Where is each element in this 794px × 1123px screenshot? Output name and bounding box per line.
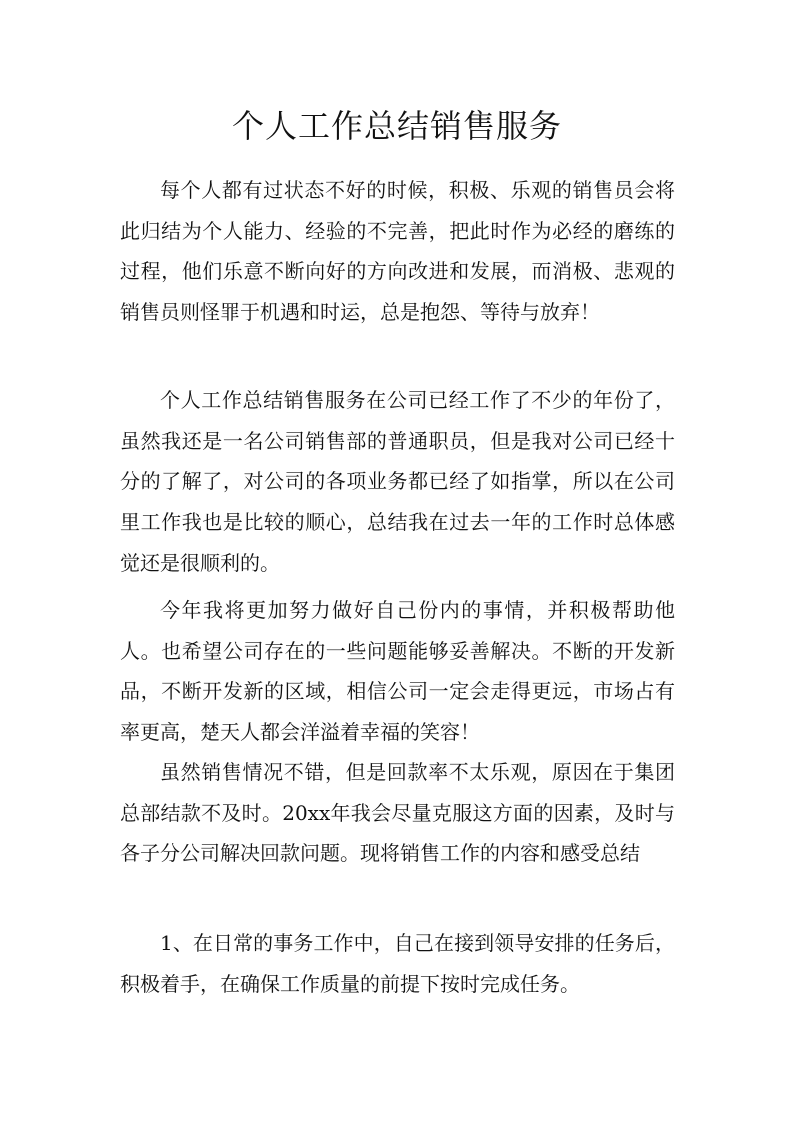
document-title: 个人工作总结销售服务 [231, 107, 562, 145]
paragraph-3: 今年我将更加努力做好自己份内的事情，并积极帮助他人。也希望公司存在的一些问题能够妥善解决。不断的开发新品，不断开发新的区域，相信公司一定会走得更远，市场占有率更高，楚天人都会洋溢着幸福的笑容！ [120, 598, 675, 745]
paragraph-1: 每个人都有过状态不好的时候，积极、乐观的销售员会将此归结为个人能力、经验的不完善，把此时作为必经的磨练的过程，他们乐意不断向好的方向改进和发展，而消极、悲观的销售员则怪罪于机遇和时运，总是抱怨、等待与放弃！ [120, 178, 675, 325]
paragraph-2: 个人工作总结销售服务在公司已经工作了不少的年份了，虽然我还是一名公司销售部的普通职员，但是我对公司已经十分的了解了，对公司的各项业务都已经了如指掌，所以在公司里工作我也是比较的顺心，总结我在过去一年的工作时总体感觉还是很顺利的。 [120, 388, 675, 575]
paragraph-4: 虽然销售情况不错，但是回款率不太乐观，原因在于集团总部结款不及时。20xx年我会尽量克服这方面的因素，及时与各子分公司解决回款问题。现将销售工作的内容和感受总结 [120, 760, 675, 866]
paragraph-5: 1、在日常的事务工作中，自己在接到领导安排的任务后，积极着手，在确保工作质量的前提下按时完成任务。 [120, 931, 675, 996]
